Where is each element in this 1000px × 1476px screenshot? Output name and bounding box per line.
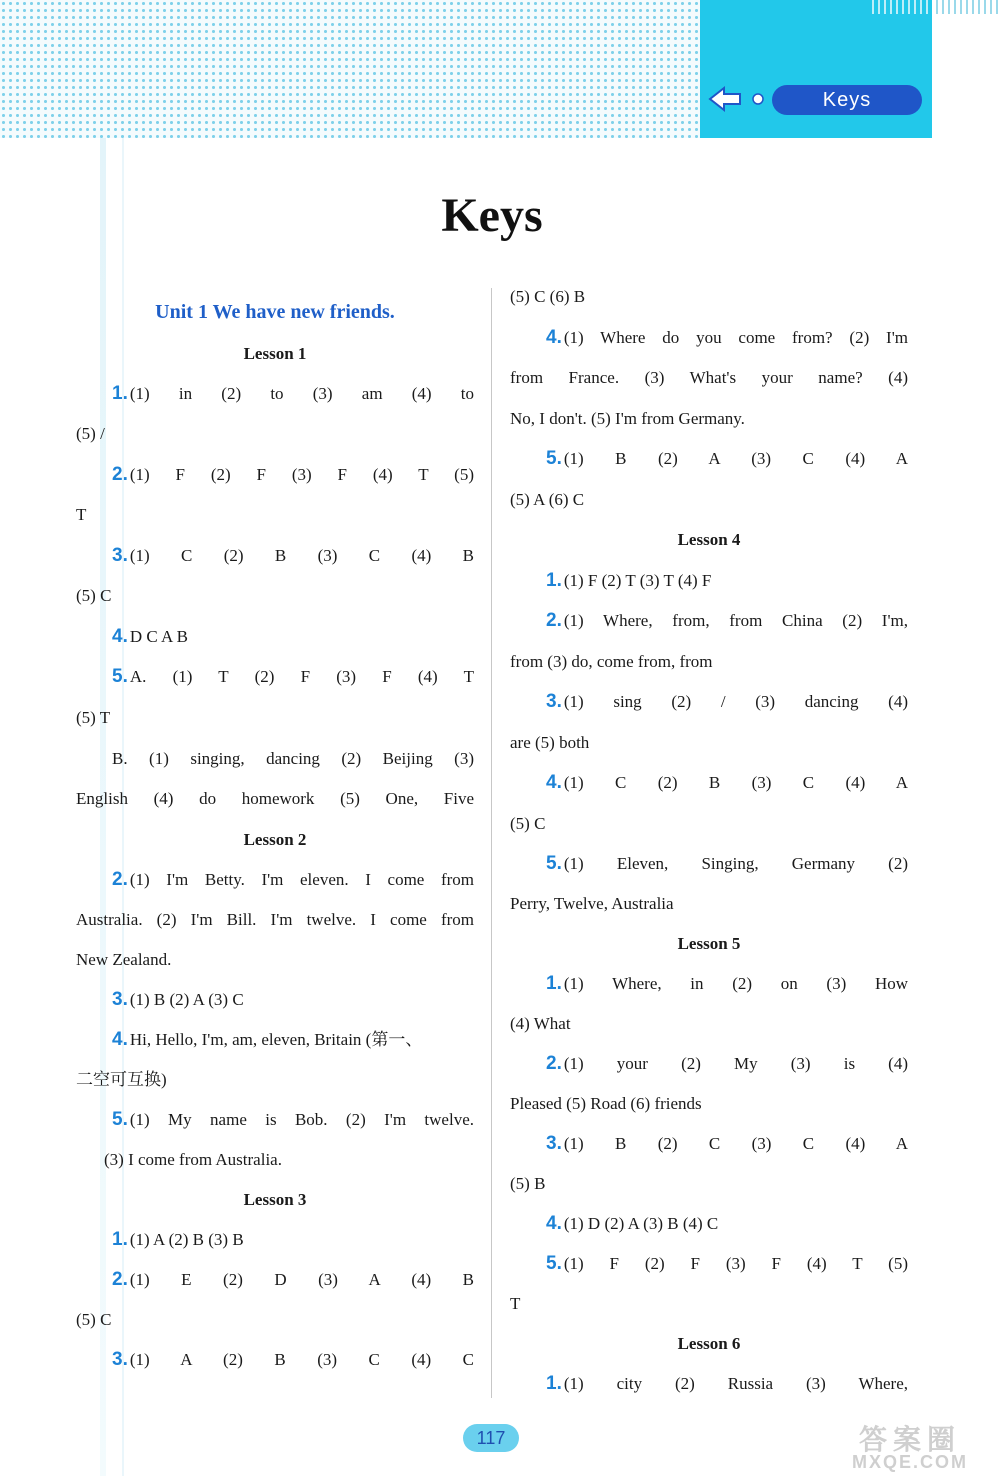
answer-line: 二空可互换) [76,1070,167,1089]
question-number: 2. [546,1053,562,1074]
question-number: 4. [112,1029,128,1050]
question-number: 3. [112,1349,128,1370]
answer-line [510,439,908,479]
question-number: 2. [112,869,128,890]
answer-text: (1) My name is Bob. (2) I'm twelve. [129,1110,474,1129]
answer-text: (1) A (2) B (3) C (4) C [129,1350,474,1369]
answer-line [76,374,474,414]
question-number: 5. [546,853,562,874]
answer-line [510,1044,908,1084]
lesson-heading: Lesson 6 [677,1334,741,1353]
question-number: 4. [112,626,128,647]
answer-line: Pleased (5) Road (6) friends [510,1094,702,1113]
answer-line: (5) T [76,708,111,727]
lesson-heading: Lesson 4 [677,530,741,549]
answer-text: (1) D (2) A (3) B (4) C [563,1214,719,1233]
answer-text: (1) Where, in (2) on (3) How [563,974,908,993]
answer-line [76,980,474,1020]
unit-title: Unit 1 We have new friends. [155,301,395,323]
answer-line [76,617,474,657]
answer-line: No, I don't. (5) I'm from Germany. [510,409,745,428]
answer-line [510,763,908,803]
question-number: 3. [546,1133,562,1154]
answer-line [76,860,474,900]
answer-line: (5) C [76,1310,112,1329]
answer-text: (1) C (2) B (3) C (4) A [563,773,908,792]
lesson-heading: Lesson 5 [677,934,741,953]
answer-text: (1) F (2) F (3) F (4) T (5) [563,1254,908,1273]
answer-line [76,536,474,576]
question-number: 4. [546,327,562,348]
answer-line [510,601,908,641]
answer-text: (1) C (2) B (3) C (4) B [129,546,474,565]
answer-text: (1) F (2) F (3) F (4) T (5) [129,465,474,484]
question-number: 3. [112,545,128,566]
question-number: 5. [112,1109,128,1130]
answer-text: (1) A (2) B (3) B [129,1230,244,1249]
answer-text: (1) B (2) A (3) C [129,990,244,1009]
answer-text: (1) E (2) D (3) A (4) B [129,1270,474,1289]
column-divider [491,288,492,1398]
answer-line [76,1100,474,1140]
header-tab-panel [700,0,932,138]
answer-text: (1) Where do you come from? (2) I'm [563,328,908,347]
answer-line: Perry, Twelve, Australia [510,894,674,913]
answer-line [510,318,908,358]
answer-line [510,561,908,601]
answer-line: English (4) do homework (5) One, Five [76,789,474,808]
answer-line: (5) A (6) C [510,490,585,509]
answer-line: are (5) both [510,733,590,752]
answer-line: B. (1) singing, dancing (2) Beijing (3) [112,749,474,768]
answer-line: from France. (3) What's your name? (4) [510,368,908,387]
question-number: 5. [112,666,128,687]
answer-line [510,682,908,722]
answer-line [76,1220,474,1260]
answer-line: (5) C (6) B [510,287,586,306]
answer-text: (1) F (2) T (3) T (4) F [563,571,712,590]
watermark-cn: 答案圈 [858,1423,961,1456]
lesson-heading: Lesson 1 [243,344,307,363]
answer-line: T [510,1294,521,1313]
question-number: 2. [112,1269,128,1290]
question-number: 4. [546,772,562,793]
question-number: 1. [546,973,562,994]
answer-text: (1) B (2) A (3) C (4) A [563,449,908,468]
answer-line: from (3) do, come from, from [510,652,713,671]
lesson-heading: Lesson 3 [243,1190,307,1209]
answer-text: (1) your (2) My (3) is (4) [563,1054,908,1073]
question-number: 1. [112,1229,128,1250]
question-number: 2. [112,464,128,485]
dotted-header-band [0,0,700,138]
question-number: 5. [546,1253,562,1274]
answer-line [76,1340,474,1380]
answer-text: (1) B (2) C (3) C (4) A [563,1134,908,1153]
answer-line [510,964,908,1004]
answer-line [510,844,908,884]
question-number: 1. [546,570,562,591]
answer-line [510,1364,908,1404]
watermark-logo [820,1418,1000,1476]
answer-line [76,657,474,697]
header-stripes [872,0,932,14]
answer-line: Australia. (2) I'm Bill. I'm twelve. I come from [76,910,474,929]
answer-text: (1) sing (2) / (3) dancing (4) [563,692,908,711]
header-ticks [936,0,1000,14]
question-number: 4. [546,1213,562,1234]
answer-line [76,455,474,495]
answer-text: (1) Where, from, from China (2) I'm, [563,611,908,630]
page-number: 117 [463,1424,519,1452]
answer-line: (3) I come from Australia. [104,1150,282,1169]
answer-text: D C A B [129,627,188,646]
answer-line [510,1204,908,1244]
answer-line: (5) / [76,424,105,443]
answer-line: T [76,505,87,524]
answer-text: (1) in (2) to (3) am (4) to [129,384,474,403]
question-number: 3. [546,691,562,712]
question-number: 1. [112,383,128,404]
question-number: 2. [546,610,562,631]
question-number: 1. [546,1373,562,1394]
answer-line: (5) C [76,586,112,605]
answer-text: (1) city (2) Russia (3) Where, [563,1374,908,1393]
question-number: 3. [112,989,128,1010]
answer-line: (4) What [510,1014,571,1033]
question-number: 5. [546,448,562,469]
answer-text: (1) I'm Betty. I'm eleven. I come from [129,870,474,889]
answer-line: New Zealand. [76,950,172,969]
answer-line: (5) B [510,1174,546,1193]
watermark-en: MXQE.COM [851,1452,968,1472]
arrow-left-icon [708,84,766,114]
page-title: Keys [441,189,543,242]
header-keys-tab: Keys [772,85,922,115]
answer-text: A. (1) T (2) F (3) F (4) T [129,667,474,686]
answer-line [76,1020,474,1060]
answer-line [510,1124,908,1164]
answer-text: Hi, Hello, I'm, am, eleven, Britain (第一、 [129,1030,423,1049]
answer-line: (5) C [510,814,546,833]
answer-line [76,1260,474,1300]
answer-text: (1) Eleven, Singing, Germany (2) [563,854,908,873]
lesson-heading: Lesson 2 [243,830,307,849]
answer-line [510,1244,908,1284]
